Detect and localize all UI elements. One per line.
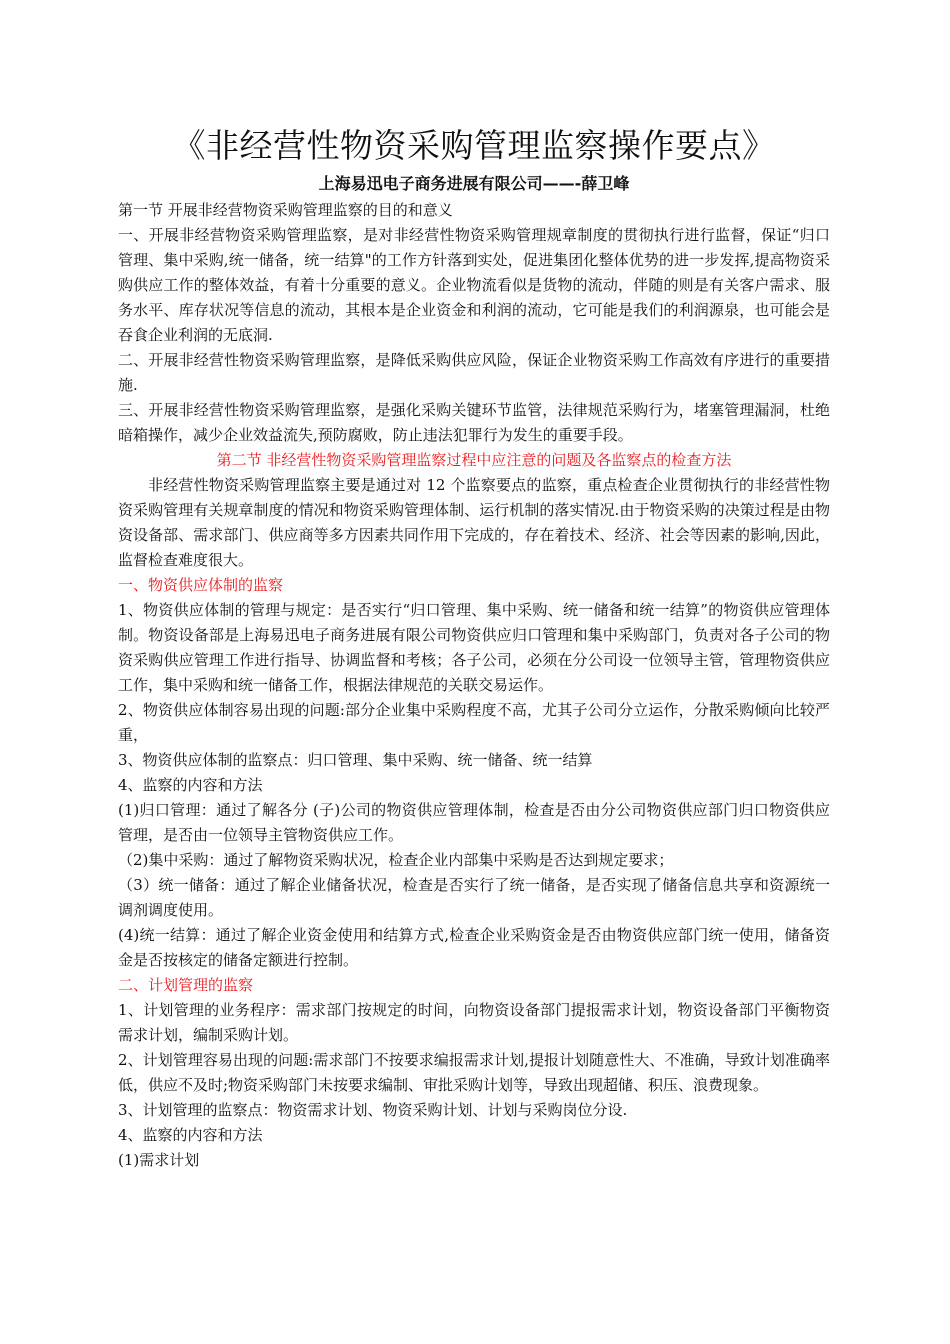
- section1-paragraph-2: 二、开展非经营性物资采购管理监察，是降低采购供应风险，保证企业物资采购工作高效有序进行的重要措施.: [118, 351, 830, 394]
- part1-item: 1、物资供应体制的管理与规定：是否实行“归口管理、集中采购、统一储备和统一结算”的物资供应管理体制。物资设备部是上海易迅电子商务进展有限公司物资供应归口管理和集中采购部门，负责对各子公司的物资采购供应管理工作进行指导、协调监督和考核；各子公司，必须在分公司设一位领导主管，管理物资供应工作，集中采购和统一储备工作，根据法律规范的关联交易运作。: [118, 601, 830, 694]
- part1-item: （2)集中采购：通过了解物资采购状况，检查企业内部集中采购是否达到规定要求；: [118, 851, 674, 869]
- part1-item: （3）统一储备：通过了解企业储备状况，检查是否实行了统一储备，是否实现了储备信息共享和资源统一调剂调度使用。: [118, 876, 830, 919]
- part1-item: 4、监察的内容和方法: [118, 776, 263, 794]
- part1-item: (4)统一结算：通过了解企业资金使用和结算方式,检查企业采购资金是否由物资供应部门统一使用，储备资金是否按核定的储备定额进行控制。: [118, 926, 830, 969]
- section2-intro: 非经营性物资采购管理监察主要是通过对 12 个监察要点的监察，重点检查企业贯彻执行的非经营性物资采购管理有关规章制度的情况和物资采购管理体制、运行机制的落实情况.由于物资采购的决策过程是由物资设备部、需求部门、供应商等多方因素共同作用下完成的，存在着技术、经济、社会等因素的影响,因此，监督检查难度很大。: [118, 476, 830, 569]
- part2-heading: [118, 973, 830, 998]
- part2-heading-prefix: 二、: [118, 976, 149, 994]
- part2-item: 1、计划管理的业务程序：需求部门按规定的时间，向物资设备部门提报需求计划，物资设备部门平衡物资需求计划，编制采购计划。: [118, 1001, 830, 1044]
- author-line: 上海易迅电子商务进展有限公司——-薛卫峰: [318, 174, 630, 193]
- section1-paragraph-3: 三、开展非经营性物资采购管理监察，是强化采购关键环节监管，法律规范采购行为，堵塞管理漏洞，杜绝暗箱操作，减少企业效益流失,预防腐败，防止违法犯罪行为发生的重要手段。: [118, 401, 830, 444]
- part2-heading-text: 计划管理的监察: [148, 976, 254, 994]
- document-body: [118, 198, 830, 1173]
- part2-item: 4、监察的内容和方法: [118, 1126, 263, 1144]
- document-title: 《非经营性物资采购管理监察操作要点》: [172, 126, 776, 165]
- section1-paragraph-1: 一、开展非经营物资采购管理监察，是对非经营性物资采购管理规章制度的贯彻执行进行监督，保证“归口管理、集中采购,统一储备，统一结算"的工作方针落到实处，促进集团化整体优势的进一步发挥,提高物资采购供应工作的整体效益，有着十分重要的意义。企业物流看似是货物的流动，伴随的则是有关客户需求、服务水平、库存状况等信息的流动，其根本是企业资金和利润的流动，它可能是我们的利润源泉，也可能会是吞食企业利润的无底洞.: [118, 226, 830, 344]
- part1-item: 3、物资供应体制的监察点：归口管理、集中采购、统一储备、统一结算: [118, 751, 593, 769]
- part2-item: 3、计划管理的监察点：物资需求计划、物资采购计划、计划与采购岗位分设.: [118, 1101, 628, 1119]
- document-page: [118, 122, 830, 1173]
- section1-heading: 第一节 开展非经营物资采购管理监察的目的和意义: [118, 201, 453, 219]
- part1-heading: 一、物资供应体制的监察: [118, 576, 284, 594]
- section2-heading: 第二节 非经营性物资采购管理监察过程中应注意的问题及各监察点的检查方法: [216, 451, 732, 469]
- part2-item: 2、计划管理容易出现的问题:需求部门不按要求编报需求计划,提报计划随意性大、不准确，导致计划准确率低，供应不及时;物资采购部门未按要求编制、审批采购计划等，导致出现超储、积压、浪费现象。: [118, 1051, 830, 1094]
- part2-item: (1)需求计划: [118, 1151, 200, 1169]
- part1-item: 2、物资供应体制容易出现的问题:部分企业集中采购程度不高，尤其子公司分立运作，分散采购倾向比较严重，: [118, 701, 830, 744]
- part1-item: (1)归口管理：通过了解各分 (子)公司的物资供应管理体制，检查是否由分公司物资供应部门归口物资供应管理，是否由一位领导主管物资供应工作。: [118, 801, 830, 844]
